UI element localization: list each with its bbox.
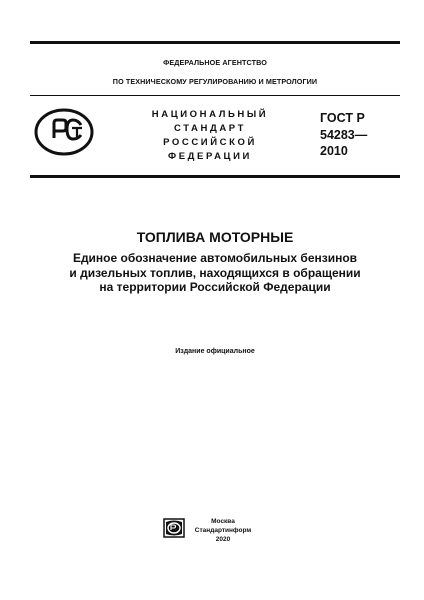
standard-code-line: 54283—	[320, 127, 368, 142]
standard-code	[320, 110, 367, 160]
document-title: ТОПЛИВА МОТОРНЫЕ	[136, 229, 294, 245]
national-line: НАЦИОНАЛЬНЫЙ	[151, 109, 269, 120]
agency-name-line1: ФЕДЕРАЛЬНОЕ АГЕНТСТВО	[163, 58, 267, 67]
national-standard-label	[140, 108, 280, 164]
standard-code-line: ГОСТ Р	[320, 111, 365, 125]
edition-label: Издание официальное	[175, 348, 255, 355]
standard-code-line: 2010	[320, 144, 348, 158]
agency-name-line2: ПО ТЕХНИЧЕСКОМУ РЕГУЛИРОВАНИЮ И МЕТРОЛОГИИ	[112, 77, 318, 86]
national-line: ФЕДЕРАЦИИ	[168, 151, 252, 162]
middle-rule	[30, 175, 400, 178]
top-rule	[30, 41, 400, 44]
national-line: РОССИЙСКОЙ	[163, 137, 257, 148]
publisher-name: Стандартинформ	[194, 527, 252, 534]
subtitle-line: Единое обозначение автомобильных бензинов	[72, 251, 358, 265]
subtitle-line: на территории Российской Федерации	[99, 280, 331, 294]
publisher-city: Москва	[211, 518, 235, 525]
header-rule	[30, 95, 400, 96]
gost-r-emblem-icon	[34, 108, 94, 156]
subtitle-line: и дизельных топлив, находящихся в обращении	[69, 265, 361, 280]
publication-year: 2020	[215, 536, 231, 543]
national-line: СТАНДАРТ	[174, 123, 246, 134]
standartinform-emblem-icon	[163, 518, 185, 538]
document-subtitle	[60, 251, 370, 295]
publisher-block	[194, 517, 252, 544]
